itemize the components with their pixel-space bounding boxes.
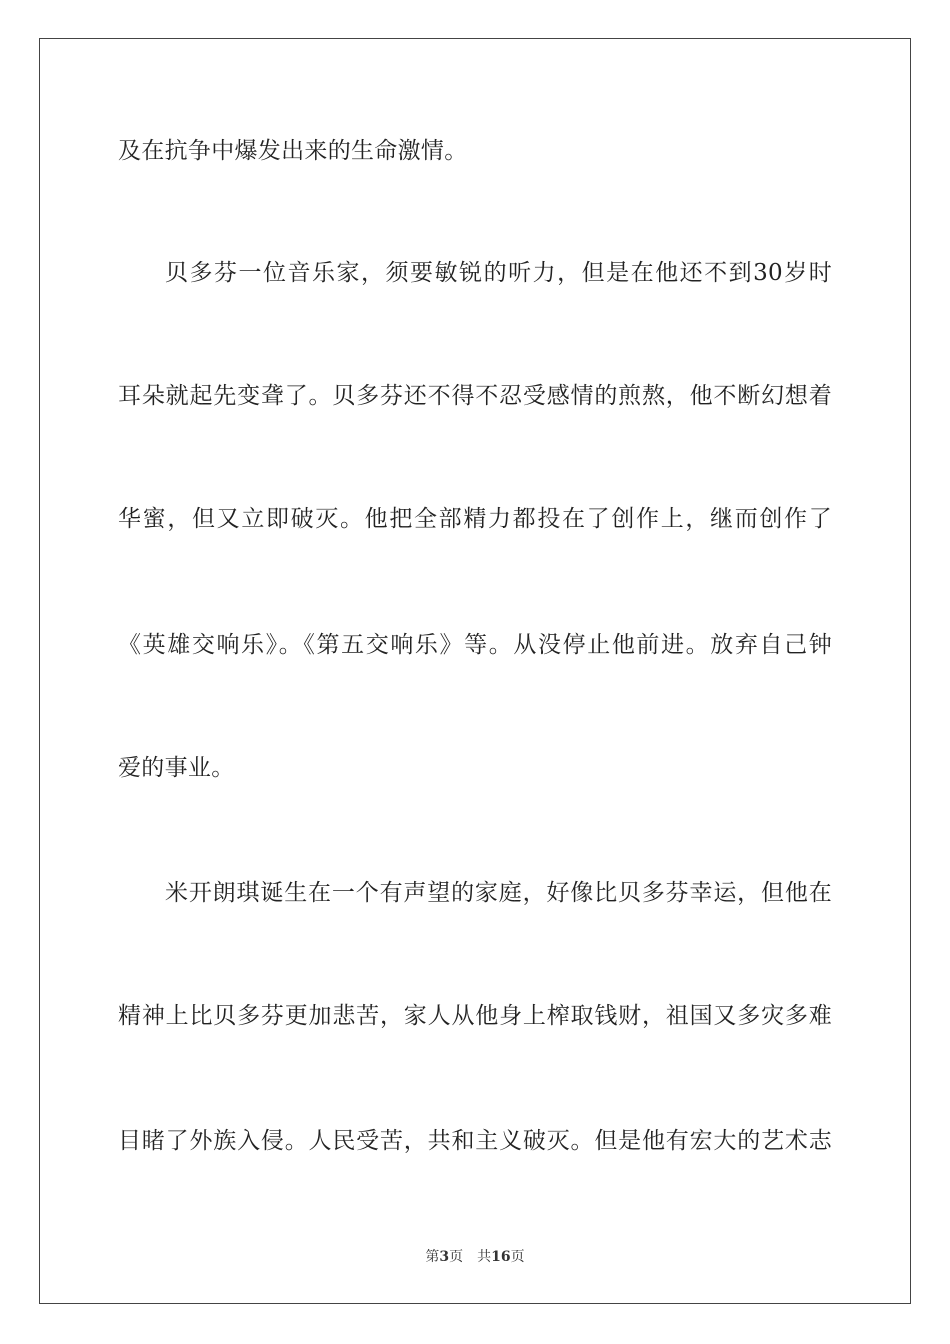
page-border bbox=[39, 38, 911, 1304]
text-line-2: 贝多芬一位音乐家，须要敏锐的听力，但是在他还不到30岁时 bbox=[165, 260, 832, 286]
page-prefix: 第 bbox=[425, 1249, 440, 1265]
text-line-6: 爱的事业。 bbox=[118, 755, 235, 781]
text-line-1: 及在抗争中爆发出来的生命激情。 bbox=[118, 138, 468, 164]
text-line-3: 耳朵就起先变聋了。贝多芬还不得不忍受感情的煎熬，他不断幻想着 bbox=[118, 383, 832, 409]
text-line-5: 《英雄交响乐》。《第五交响乐》等。从没停止他前进。放弃自己钟 bbox=[118, 632, 832, 658]
total-suffix: 页 bbox=[510, 1249, 525, 1265]
page-total: 16 bbox=[491, 1249, 511, 1265]
text-line-8: 精神上比贝多芬更加悲苦，家人从他身上榨取钱财，祖国又多灾多难 bbox=[118, 1003, 832, 1029]
total-prefix: 共 bbox=[477, 1249, 492, 1265]
text-line-4: 华蜜，但又立即破灭。他把全部精力都投在了创作上，继而创作了 bbox=[118, 506, 832, 532]
page-footer bbox=[0, 1248, 950, 1266]
text-line-7: 米开朗琪诞生在一个有声望的家庭，好像比贝多芬幸运，但他在 bbox=[165, 880, 832, 906]
text-line-9: 目睹了外族入侵。人民受苦，共和主义破灭。但是他有宏大的艺术志 bbox=[118, 1128, 832, 1154]
page-current: 3 bbox=[439, 1249, 450, 1265]
page-suffix: 页 bbox=[449, 1249, 464, 1265]
